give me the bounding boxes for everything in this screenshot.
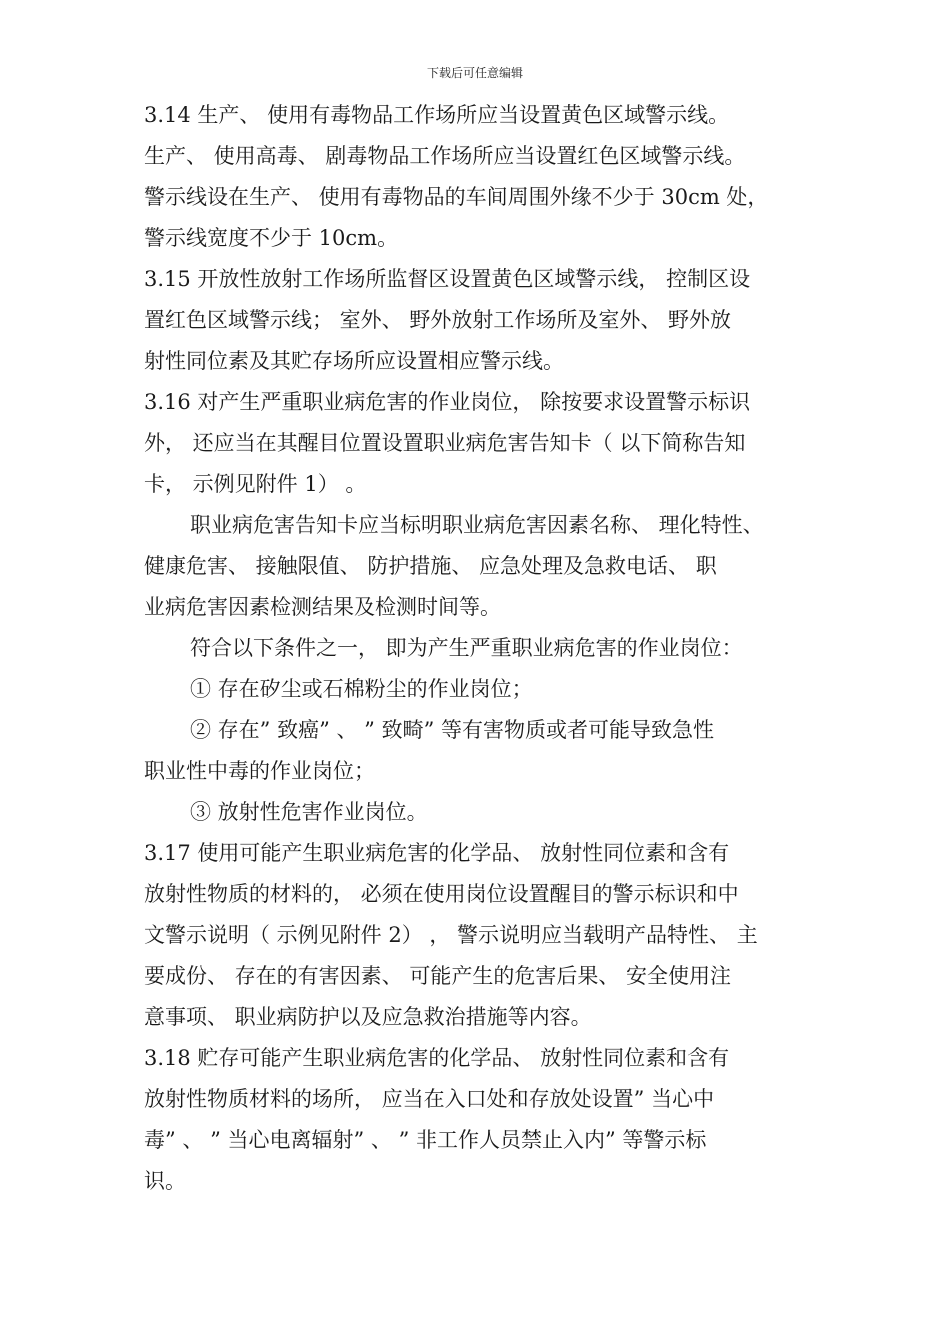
text-line: 外， 还应当在其醒目位置设置职业病危害告知卡（ 以下简称告知 [144,431,746,455]
text-line: ① 存在矽尘或石棉粉尘的作业岗位； [190,677,533,701]
text-line: 职业病危害告知卡应当标明职业病危害因素名称、 理化特性、 [190,513,764,537]
text-line: 放射性物质材料的场所， 应当在入口处和存放处设置” 当心中 [144,1087,715,1111]
text-line: 警示线宽度不少于 10cm。 [144,226,399,250]
text-line: 健康危害、 接触限值、 防护措施、 应急处理及急救电话、 职 [144,554,717,578]
text-line: ③ 放射性危害作业岗位。 [190,800,428,824]
text-line: 3.17 使用可能产生职业病危害的化学品、 放射性同位素和含有 [144,841,730,865]
text-line: 识。 [144,1169,186,1193]
text-line: 职业性中毒的作业岗位； [144,759,375,783]
text-line: 放射性物质的材料的， 必须在使用岗位设置醒目的警示标识和中 [144,882,739,906]
text-line: 3.18 贮存可能产生职业病危害的化学品、 放射性同位素和含有 [144,1046,730,1070]
text-line: 要成份、 存在的有害因素、 可能产生的危害后果、 安全使用注 [144,964,732,988]
text-line: 意事项、 职业病防护以及应急救治措施等内容。 [144,1005,592,1029]
text-line: 毒” 、 ” 当心电离辐射” 、 ” 非工作人员禁止入内” 等警示标 [144,1128,707,1152]
text-line: 卡， 示例见附件 1） 。 [144,472,367,496]
text-line: 符合以下条件之一， 即为产生严重职业病危害的作业岗位： [190,636,743,660]
text-line: ② 存在” 致癌” 、 ” 致畸” 等有害物质或者可能导致急性 [190,718,714,742]
document-body [144,95,824,1202]
text-line: 业病危害因素检测结果及检测时间等。 [144,595,501,619]
text-line: 生产、 使用高毒、 剧毒物品工作场所应当设置红色区域警示线。 [144,144,746,168]
text-line: 3.14 生产、 使用有毒物品工作场所应当设置黄色区域警示线。 [144,103,730,127]
text-line: 3.15 开放性放射工作场所监督区设置黄色区域警示线， 控制区设 [144,267,751,291]
text-line: 置红色区域警示线； 室外、 野外放射工作场所及室外、 野外放 [144,308,732,332]
text-line: 射性同位素及其贮存场所应设置相应警示线。 [144,349,564,373]
page-header: 下载后可任意编辑 [426,66,523,80]
text-line: 文警示说明（ 示例见附件 2） ， 警示说明应当载明产品特性、 主 [144,923,758,947]
text-line: 3.16 对产生严重职业病危害的作业岗位， 除按要求设置警示标识 [144,390,751,414]
text-line: 警示线设在生产、 使用有毒物品的车间周围外缘不少于 30cm 处， [144,185,769,209]
